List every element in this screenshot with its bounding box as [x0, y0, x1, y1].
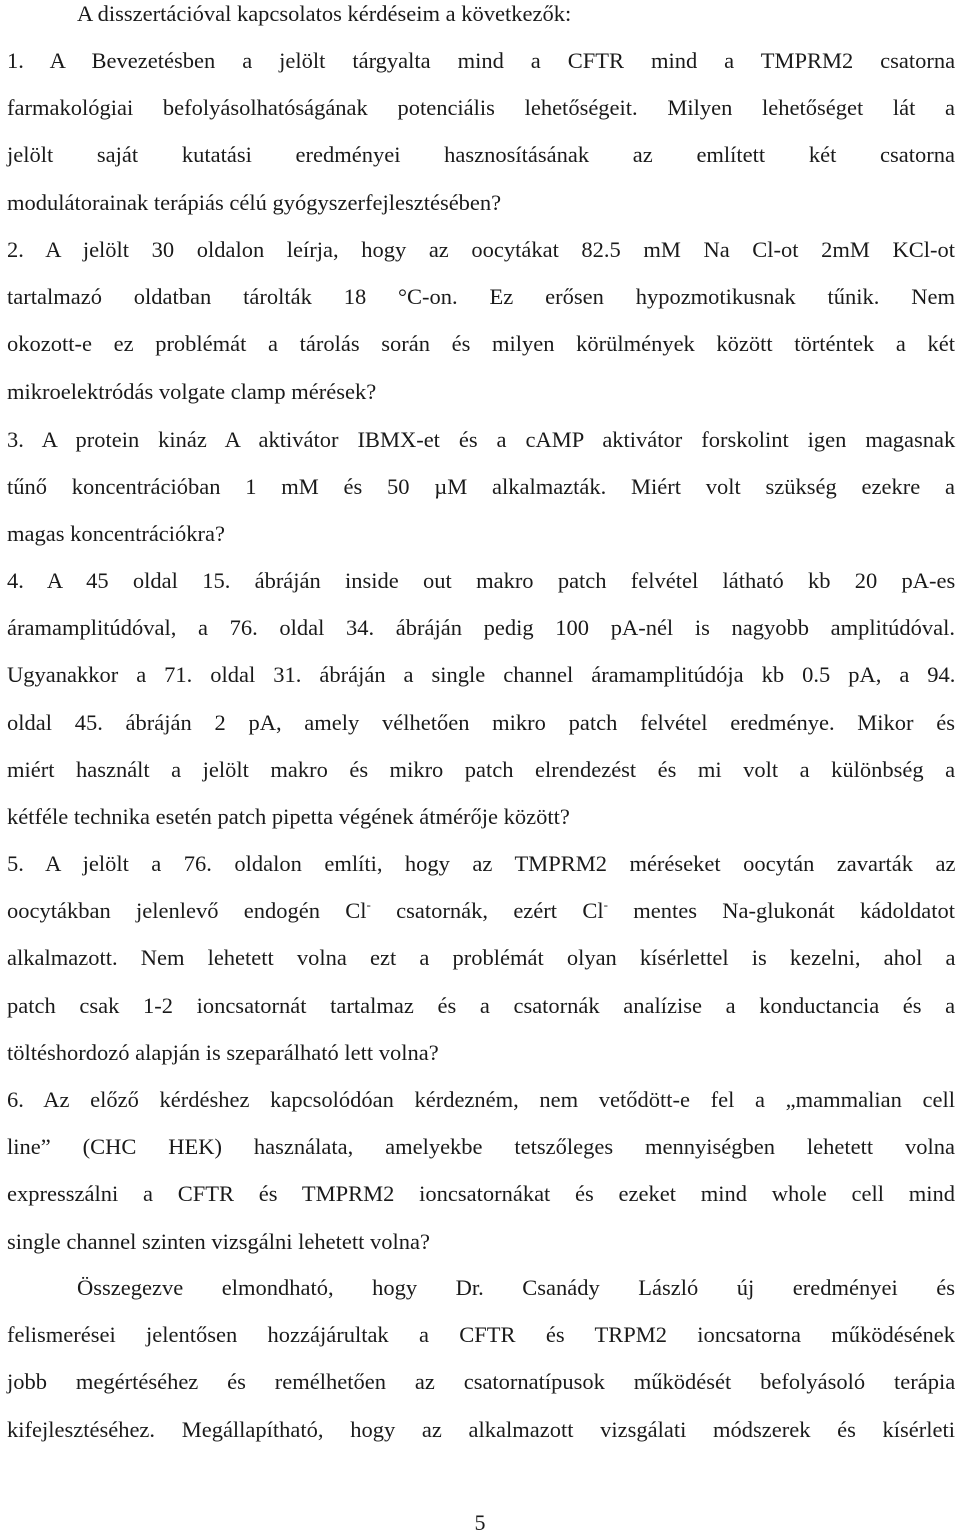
q1-line: jelölt saját kutatási eredményei hasznosításának az említett két csatorna: [7, 142, 955, 168]
q5-text-c: mentes Na-glukonát kádoldatot: [607, 898, 955, 924]
summary-line: kifejlesztéséhez. Megállapítható, hogy az alkalmazott vizsgálati módszerek és kísérleti: [7, 1416, 955, 1442]
q5-text-a: oocytákban jelenlevő endogén Cl: [7, 898, 367, 924]
q6-line: line” (CHC HEK) használata, amelyekbe tetszőleges mennyiségben lehetett volna: [7, 1134, 955, 1160]
q1-line: 1. A Bevezetésben a jelölt tárgyalta mind a CFTR mind a TMPRM2 csatorna: [7, 48, 956, 73]
summary-line: Összegezve elmondható, hogy Dr. Csanády László új eredményei és: [77, 1275, 955, 1300]
q5-text-b: csatornák, ezért Cl: [370, 898, 604, 924]
intro-paragraph: [7, 0, 955, 37]
q4-line: Ugyanakkor a 71. oldal 31. ábráján a single channel áramamplitúdója kb 0.5 pA, a 94.: [7, 662, 956, 688]
q3-line: tűnő koncentrációban 1 mM és 50 µM alkalmazták. Miért volt szükség ezekre a: [7, 474, 955, 500]
q1-line: farmakológiai befolyásolhatóságának potenciális lehetőségeit. Milyen lehetőséget lát a: [7, 95, 955, 121]
q4-line: kétféle technika esetén patch pipetta végének átmérője között?: [7, 804, 570, 830]
q6-line: expresszálni a CFTR és TMPRM2 ioncsatornákat és ezeket mind whole cell mind: [7, 1181, 955, 1207]
q2-line: okozott-e ez problémát a tárolás során és milyen körülmények között történtek a két: [7, 331, 955, 357]
q1-line: modulátorainak terápiás célú gyógyszerfejlesztésében?: [7, 189, 502, 215]
q6-line: 6. Az előző kérdéshez kapcsolódóan kérdezném, nem vetődött-e fel a „mammalian cell: [7, 1087, 955, 1112]
q4-line: oldal 45. ábráján 2 pA, amely vélhetően mikro patch felvétel eredménye. Mikor és: [7, 709, 955, 735]
q4-line: miért használt a jelölt makro és mikro patch elrendezést és mi volt a különbség a: [7, 756, 956, 782]
q5-line-with-superscripts: [7, 887, 955, 934]
summary-line: jobb megértéséhez és remélhetően az csatornatípusok működését befolyásoló terápia: [7, 1369, 956, 1395]
page-number: 5: [474, 1510, 486, 1535]
q5-line: alkalmazott. Nem lehetett volna ezt a problémát olyan kísérlettel is kezelni, ahol a: [7, 945, 956, 971]
question-3: [7, 416, 955, 558]
question-2: [7, 226, 955, 415]
question-4: [7, 557, 955, 840]
question-5: [7, 840, 955, 1076]
summary-line: felismerései jelentősen hozzájárultak a CFTR és TRPM2 ioncsatorna működésének: [7, 1322, 955, 1348]
q2-line: mikroelektródás volgate clamp mérések?: [7, 378, 377, 404]
summary-paragraph: [7, 1264, 955, 1453]
q2-line: tartalmazó oldatban tárolták 18 °C-on. Ez erősen hypozmotikusnak tűnik. Nem: [7, 284, 955, 310]
q6-line: single channel szinten vizsgálni lehetett volna?: [7, 1228, 430, 1254]
chloride-charge-superscript: -: [366, 897, 371, 913]
q3-line: magas koncentrációkra?: [7, 521, 226, 547]
q3-line: 3. A protein kináz A aktivátor IBMX-et és a cAMP aktivátor forskolint igen magasnak: [7, 427, 956, 452]
intro-line: A disszertációval kapcsolatos kérdéseim a következők:: [77, 1, 572, 26]
q4-line: áramamplitúdóval, a 76. oldal 34. ábráján pedig 100 pA-nél is nagyobb amplitúdóval.: [7, 615, 955, 641]
q4-line: 4. A 45 oldal 15. ábráján inside out makro patch felvétel látható kb 20 pA-es: [7, 568, 956, 593]
question-1: [7, 37, 955, 226]
q5-line: patch csak 1-2 ioncsatornát tartalmaz és a csatornák analízise a konductancia és a: [7, 992, 956, 1018]
q5-line: töltéshordozó alapján is szeparálható lett volna?: [7, 1039, 439, 1065]
q5-line: 5. A jelölt a 76. oldalon említi, hogy az TMPRM2 méréseket oocytán zavarták az: [7, 851, 956, 876]
question-6: [7, 1076, 955, 1265]
q2-line: 2. A jelölt 30 oldalon leírja, hogy az oocytákat 82.5 mM Na Cl-ot 2mM KCl-ot: [7, 237, 955, 262]
chloride-charge-superscript: -: [603, 897, 608, 913]
